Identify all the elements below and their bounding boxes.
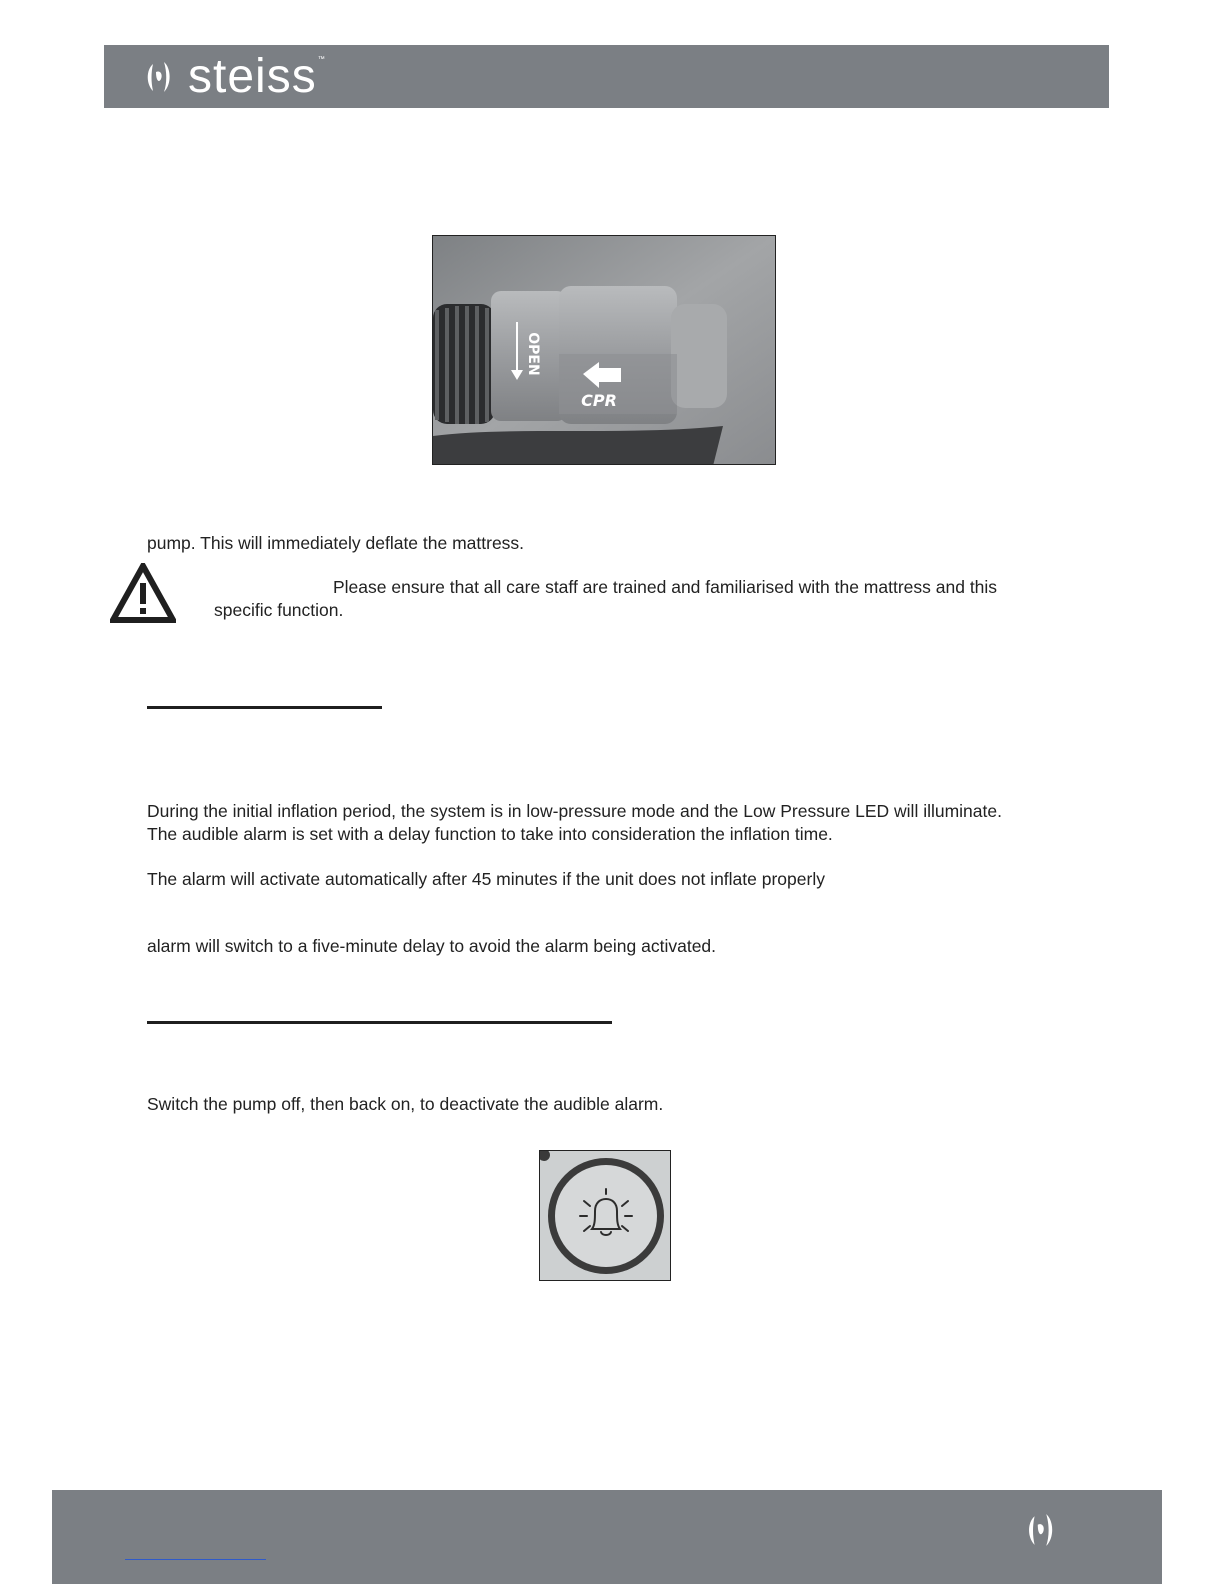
footer-website-link[interactable] xyxy=(125,1558,266,1560)
cpr-deflate-text: pump. This will immediately deflate the mattress. xyxy=(147,533,525,553)
steiss-swoosh-icon xyxy=(144,60,176,94)
open-label: OPEN xyxy=(525,332,541,376)
inflation-text-line1: During the initial inflation period, the system is in low-pressure mode and the Low Pressure LED will illuminate. xyxy=(147,801,1002,821)
alarm-button-photo xyxy=(539,1150,671,1281)
brand-logo xyxy=(144,50,325,103)
header-bar xyxy=(104,45,1109,108)
trademark-mark: ™ xyxy=(317,55,325,63)
section-heading-underline xyxy=(147,706,382,709)
warning-text-line1: Please ensure that all care staff are trained and familiarised with the mattress and this xyxy=(333,577,998,597)
alarm-activate-text: The alarm will activate automatically after 45 minutes if the unit does not inflate properly xyxy=(147,869,825,889)
warning-text-line2: specific function. xyxy=(214,600,344,620)
cpr-connector-photo xyxy=(432,235,776,465)
alarm-delay-text: alarm will switch to a five-minute delay to avoid the alarm being activated. xyxy=(147,936,717,956)
steiss-swoosh-icon xyxy=(1025,1512,1059,1548)
inflation-text-line2: The audible alarm is set with a delay function to take into consideration the inflation time. xyxy=(147,824,833,844)
cpr-label: CPR xyxy=(581,391,617,410)
section-heading-underline xyxy=(147,1021,612,1024)
brand-name: steiss xyxy=(188,50,317,103)
footer-bar xyxy=(52,1490,1162,1584)
switch-off-text: Switch the pump off, then back on, to deactivate the audible alarm. xyxy=(147,1094,664,1114)
warning-triangle-icon xyxy=(110,563,176,623)
